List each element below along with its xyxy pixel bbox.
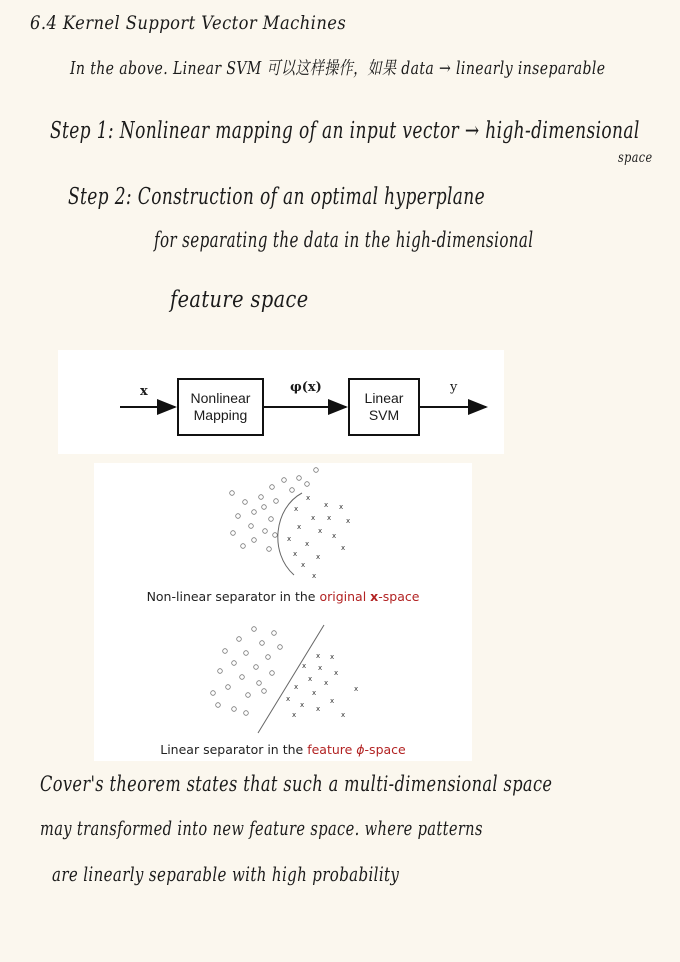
svg-text:x: x xyxy=(316,553,321,561)
svg-text:x: x xyxy=(287,535,292,543)
note-step2: Step 2: Construction of an optimal hyperplane xyxy=(68,184,486,210)
svg-text:x: x xyxy=(339,503,344,511)
svg-text:x: x xyxy=(332,532,337,540)
svg-text:x: x xyxy=(300,701,305,709)
caption-bottom-suffix: -space xyxy=(364,742,406,757)
svg-text:x: x xyxy=(318,527,323,535)
mapping-diagram xyxy=(58,350,504,454)
box1-line2: Mapping xyxy=(193,407,248,423)
caption-top-prefix: Non-linear separator in the xyxy=(146,589,320,604)
svg-text:x: x xyxy=(297,523,302,531)
svg-text:x: x xyxy=(346,517,351,525)
svg-text:x: x xyxy=(286,695,291,703)
heading-kernel-svm: 6.4 Kernel Support Vector Machines xyxy=(30,12,347,34)
linear-plot-x-markers xyxy=(286,652,358,719)
box2-line1: Linear xyxy=(364,390,404,406)
caption-top-suffix: -space xyxy=(378,589,420,604)
svg-text:x: x xyxy=(294,505,299,513)
note-linear-svm: In the above. Linear SVM 可以这样操作，如果 data → linearly inseparable xyxy=(70,58,606,79)
svg-text:x: x xyxy=(316,705,321,713)
svg-text:x: x xyxy=(324,501,329,509)
separator-figure xyxy=(94,463,472,761)
caption-top-symbol: x xyxy=(370,589,379,604)
note-step1-space: space xyxy=(618,150,653,166)
nonlinear-plot xyxy=(230,468,319,575)
output-y-label: y xyxy=(450,380,458,395)
svg-text:x: x xyxy=(324,679,329,687)
phi-x-label: φ(x) xyxy=(290,380,322,395)
caption-bottom-highlight: feature xyxy=(307,742,357,757)
nonlinear-plot-x-markers xyxy=(287,494,350,580)
svg-text:x: x xyxy=(312,689,317,697)
svg-text:x: x xyxy=(330,653,335,661)
box1-line1: Nonlinear xyxy=(190,390,251,406)
svg-text:x: x xyxy=(308,675,313,683)
svg-text:x: x xyxy=(341,711,346,719)
caption-bottom-symbol: ϕ xyxy=(356,742,365,757)
svg-text:x: x xyxy=(294,683,299,691)
svg-text:x: x xyxy=(334,669,339,677)
svg-text:x: x xyxy=(312,572,317,580)
svg-text:x: x xyxy=(306,494,311,502)
note-step1: Step 1: Nonlinear mapping of an input vector → high-dimensional xyxy=(50,118,640,144)
linear-svm-box xyxy=(348,378,420,436)
linear-caption xyxy=(94,742,472,757)
note-covers-theorem: Cover's theorem states that such a multi-dimensional space xyxy=(40,772,553,796)
svg-text:x: x xyxy=(327,514,332,522)
svg-text:x: x xyxy=(292,711,297,719)
note-separable: are linearly separable with high probability xyxy=(52,862,400,886)
nonlinear-caption xyxy=(94,589,472,604)
caption-top-highlight: original xyxy=(319,589,371,604)
svg-text:x: x xyxy=(341,544,346,552)
input-x-label: x xyxy=(140,384,148,399)
svg-text:x: x xyxy=(293,550,298,558)
svg-text:x: x xyxy=(311,514,316,522)
note-transformed: may transformed into new feature space. where patterns xyxy=(40,816,483,840)
note-step2-feature: feature space xyxy=(170,287,309,313)
box2-line2: SVM xyxy=(368,407,400,423)
linear-plot xyxy=(211,625,324,733)
separator-plots xyxy=(94,463,472,761)
svg-text:x: x xyxy=(301,561,306,569)
svg-text:x: x xyxy=(302,662,307,670)
caption-bottom-prefix: Linear separator in the xyxy=(160,742,308,757)
svg-text:x: x xyxy=(330,697,335,705)
svg-text:x: x xyxy=(305,540,310,548)
diagram-arrows xyxy=(58,350,504,454)
svg-text:x: x xyxy=(316,652,321,660)
nonlinear-mapping-box xyxy=(177,378,264,436)
svg-text:x: x xyxy=(318,664,323,672)
svg-text:x: x xyxy=(354,685,359,693)
note-step2-cont: for separating the data in the high-dimensional xyxy=(154,228,534,252)
